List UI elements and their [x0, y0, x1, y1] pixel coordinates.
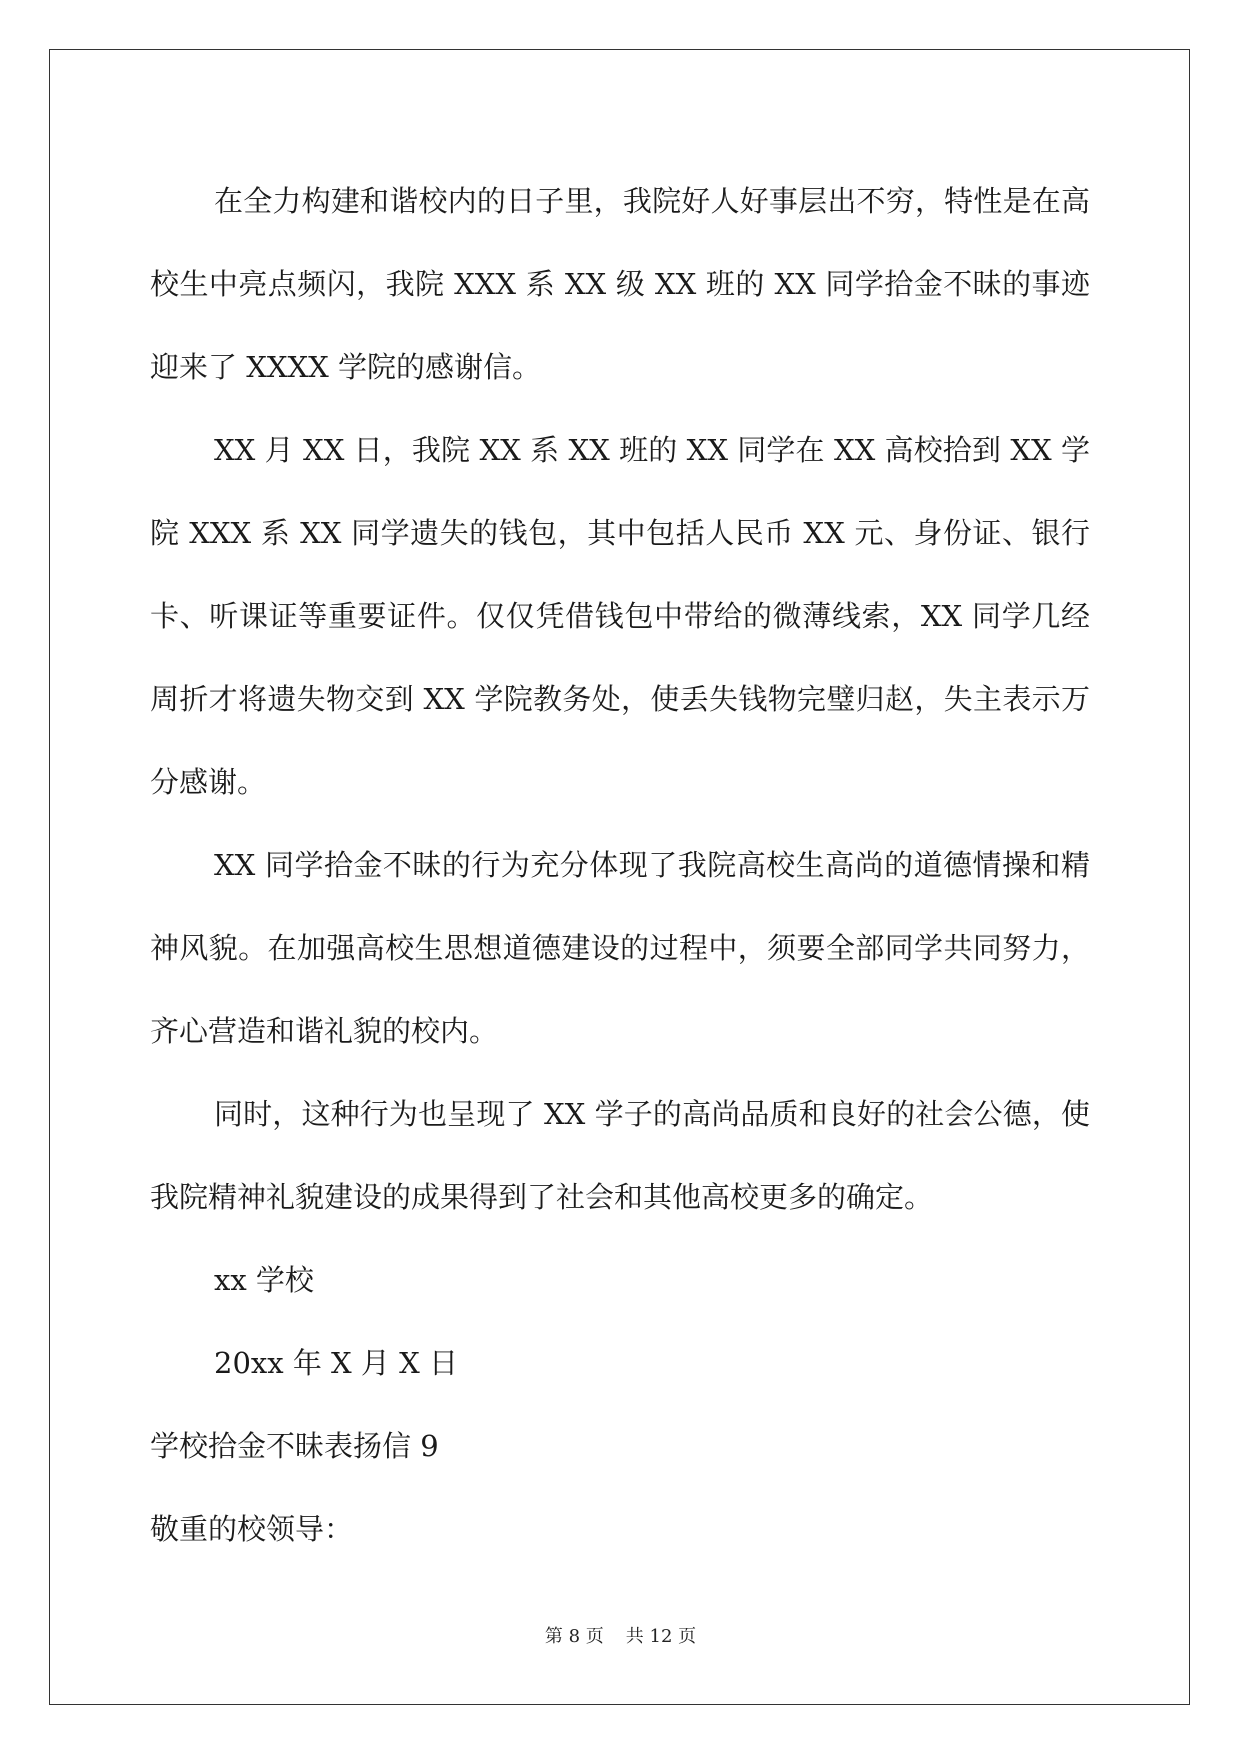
paragraph-1: 在全力构建和谐校内的日子里，我院好人好事层出不穷，特性是在高校生中亮点频闪，我院 XXX 系 XX 级 XX 班的 XX 同学拾金不昧的事迹迎来了 XXXX 学院的感谢信。 [150, 184, 1090, 384]
page-footer [0, 1622, 1241, 1648]
signature: xx 学校 [214, 1263, 314, 1297]
paragraph-4: 同时，这种行为也呈现了 XX 学子的高尚品质和良好的社会公德，使我院精神礼貌建设的成果得到了社会和其他高校更多的确定。 [150, 1097, 1090, 1214]
page-total: 共 12 页 [625, 1626, 697, 1647]
date: 20xx 年 X 月 X 日 [214, 1346, 458, 1380]
salutation: 敬重的校领导： [150, 1512, 354, 1546]
document-body [150, 160, 1090, 1571]
page-number: 第 8 页 [544, 1626, 604, 1647]
paragraph-2: XX 月 XX 日，我院 XX 系 XX 班的 XX 同学在 XX 高校拾到 XX 学院 XXX 系 XX 同学遗失的钱包，其中包括人民币 XX 元、身份证、银行卡、听课证等重要证件。仅仅凭借钱包中带给的微薄线索，XX 同学几经周折才将遗失物交到 XX 学院教务处，使丢失钱物完璧归赵，失主表示万分感谢。 [150, 433, 1090, 799]
next-letter-title: 学校拾金不昧表扬信 9 [150, 1429, 439, 1463]
paragraph-3: XX 同学拾金不昧的行为充分体现了我院高校生高尚的道德情操和精神风貌。在加强高校生思想道德建设的过程中，须要全部同学共同努力，齐心营造和谐礼貌的校内。 [150, 848, 1090, 1048]
